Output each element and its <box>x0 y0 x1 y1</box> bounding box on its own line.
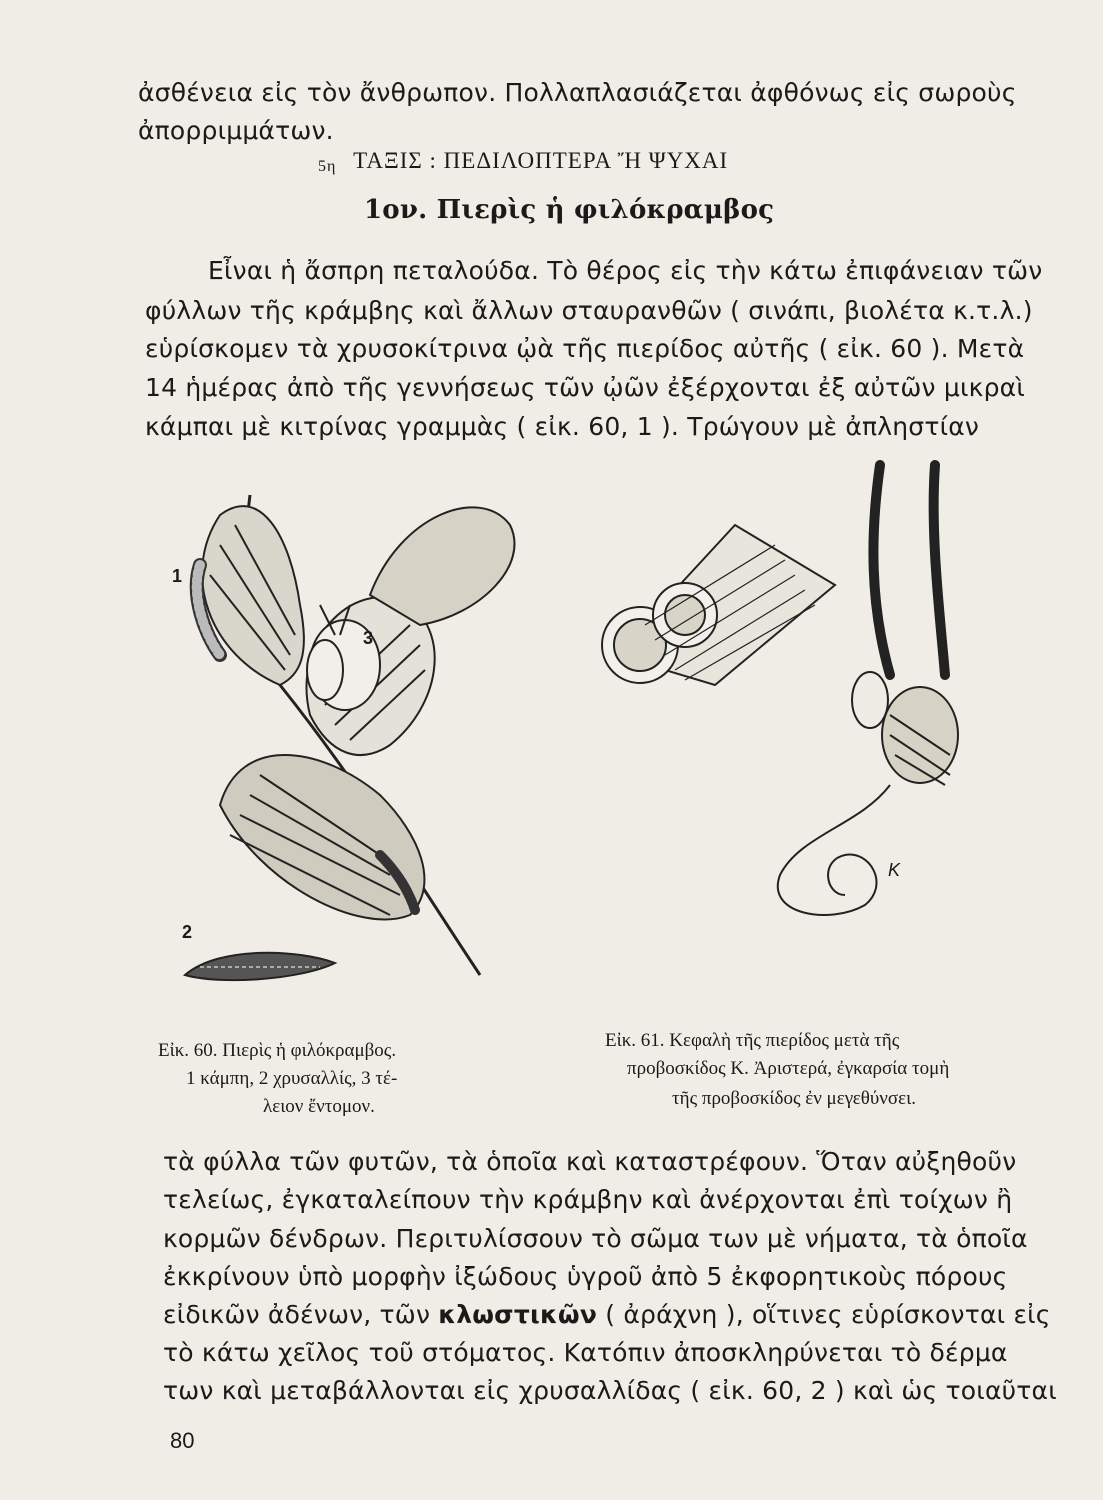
text-line: τὰ φύλλα τῶν φυτῶν, τὰ ὁποῖα καὶ καταστρέφουν. Ὅταν αὐξηθοῦν <box>163 1147 1017 1176</box>
text-line: 14 ἡμέρας ἀπὸ τῆς γεννήσεως τῶν ᾠῶν ἐξέρχονται ἐξ αὐτῶν μικραὶ <box>145 373 1025 402</box>
label-butterfly: 3 <box>363 628 374 648</box>
figure-60-illustration <box>160 455 580 1015</box>
text-line: τὸ κάτω χεῖλος τοῦ στόματος. Κατόπιν ἀποσκληρύνεται τὸ δέρμα <box>163 1338 1008 1367</box>
caption-61: προβοσκίδος Κ. Ἀριστερά, ἐγκαρσία τομὴ <box>627 1058 950 1079</box>
species-title: 1ον. Πιερὶς ἡ φιλόκραμβος <box>364 195 775 225</box>
text-span: εἰδικῶν ἀδένων, τῶν <box>163 1300 431 1329</box>
text-line: ἀσθένεια εἰς τὸν ἄνθρωπον. Πολλαπλασιάζεται ἀφθόνως εἰς σωροὺς <box>138 78 1017 107</box>
label-caterpillar: 1 <box>172 566 183 586</box>
section-heading <box>318 148 728 176</box>
text-line: κάμπαι μὲ κιτρίνας γραμμὰς ( εἰκ. 60, 1 ). Τρώγουν μὲ ἀπληστίαν <box>145 412 980 441</box>
label-chrysalis: 2 <box>182 922 193 942</box>
caption-60: λειον ἔντομον. <box>263 1096 375 1117</box>
caption-60: Εἰκ. 60. Πιερὶς ἡ φιλόκραμβος. <box>158 1040 397 1061</box>
order-number: 5η <box>318 158 337 175</box>
caption-61: Εἰκ. 61. Κεφαλὴ τῆς πιερίδος μετὰ τῆς <box>605 1030 900 1051</box>
caption-60: 1 κάμπη, 2 χρυσαλλίς, 3 τέ- <box>186 1068 398 1089</box>
text-line: ἐκκρίνουν ὑπὸ μορφὴν ἰξώδους ὑγροῦ ἀπὸ 5 ἐκφορητικοὺς πόρους <box>163 1262 1008 1291</box>
text-line: των καὶ μεταβάλλονται εἰς χρυσαλλίδας ( εἰκ. 60, 2 ) καὶ ὡς τοιαῦται <box>163 1376 1057 1405</box>
text-line: κορμῶν δένδρων. Περιτυλίσσουν τὸ σῶμα των μὲ νήματα, τὰ ὁποῖα <box>163 1224 1028 1253</box>
text-line: Εἶναι ἡ ἄσπρη πεταλούδα. Τὸ θέρος εἰς τὴν κάτω ἐπιφάνειαν τῶν <box>208 256 1043 285</box>
page-number: 80 <box>170 1428 195 1453</box>
text-line <box>163 1300 1051 1329</box>
figure-61-head-proboscis <box>770 455 970 925</box>
text-line: εὑρίσκομεν τὰ χρυσοκίτρινα ᾠὰ τῆς πιερίδος αὐτῆς ( εἰκ. 60 ). Μετὰ <box>145 334 1025 363</box>
text-line: τελείως, ἐγκαταλείπουν τὴν κράμβην καὶ ἀνέρχονται ἐπὶ τοίχων ἢ <box>163 1185 1013 1214</box>
bold-term: κλωστικῶν <box>438 1300 598 1329</box>
text-span: ( ἀράχνη ), οἵτινες εὑρίσκονται εἰς <box>605 1300 1051 1329</box>
text-line: ἀπορριμμάτων. <box>138 116 334 145</box>
label-proboscis: K <box>888 860 901 880</box>
text-line: φύλλων τῆς κράμβης καὶ ἄλλων σταυρανθῶν ( σινάπι, βιολέτα κ.τ.λ.) <box>145 296 1033 325</box>
caption-61: τῆς προβοσκίδος ἐν μεγεθύνσει. <box>672 1088 916 1109</box>
order-title: ΤΑΞΙΣ : ΠΕΔΙΛΟΠΤΕΡΑ Ἤ ΨΥΧΑΙ <box>353 148 729 173</box>
